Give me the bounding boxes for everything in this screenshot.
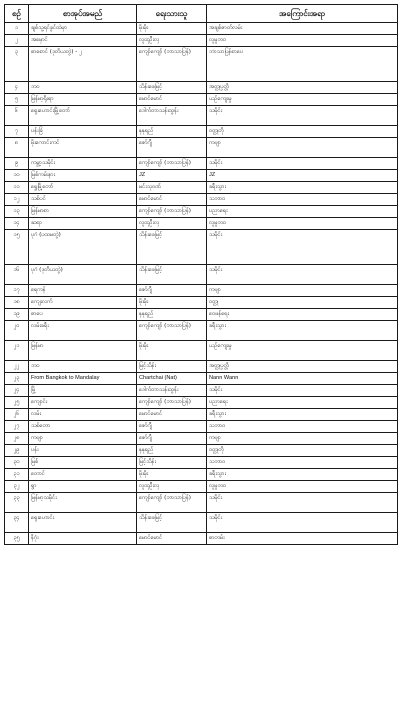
header-description: အကြောင်းအရာ [207,5,398,23]
table-row [5,421,398,433]
book-title: မြစ်ကမ်းနား [29,170,137,182]
book-author: ဒေါက်တာသန်းထွန်း [137,385,207,397]
book-title: ကျေးလက် [29,297,137,309]
table-row [5,309,398,321]
table-row [5,126,398,138]
book-title: စာပေ [29,309,137,321]
table-row [5,23,398,35]
book-title: နိဂုံး [29,533,137,545]
table-row [5,94,398,106]
row-number: ၂၄ [5,385,29,397]
book-title: ရေကန် [29,285,137,297]
table-row [5,230,398,265]
book-description: သဘာဝ [207,457,398,469]
book-title: မြို့ [29,385,137,397]
row-number: ၁၂ [5,194,29,206]
table-row [5,158,398,170]
table-row [5,469,398,481]
table-row [5,457,398,469]
book-author: သိန်းဖေမြင့် [137,513,207,533]
book-author: ကျော်ကျော် (ဘာသာပြန်) [137,397,207,409]
table-row [5,170,398,182]
row-number: ၁၈ [5,297,29,309]
row-number: ၃၁ [5,469,29,481]
book-description: ကဗျာ [207,285,398,297]
book-author: မိုးမိုး [137,23,207,35]
row-number: ၁၇ [5,285,29,297]
book-author: လူထုဦးလှ [137,218,207,230]
book-description: သမိုင်း [207,106,398,126]
book-description: ခရီးသွား [207,321,398,341]
table-row [5,265,398,285]
row-number: ၂၂ [5,361,29,373]
row-number: ၂ [5,35,29,47]
book-author: ဇော်ဂျီ [137,138,207,158]
book-title: အမှောင် [29,35,137,47]
row-number: ၂၀ [5,321,29,341]
row-number: ၂၃ [5,373,29,385]
book-description: ဝတ္ထု [207,297,398,309]
book-author: မြင့်သိန်း [137,457,207,469]
book-description: အတ္ထုပ္ပတ္တိ [207,361,398,373]
book-description: ကဗျာ [207,138,398,158]
book-author: လူထုဦးလှ [137,35,207,47]
table-row [5,218,398,230]
table-row [5,409,398,421]
table-header-row [5,5,398,23]
book-author: နုနုရည် [137,445,207,457]
book-description: ဝေဖန်ရေး [207,309,398,321]
book-title: ပန်း [29,445,137,457]
book-description: JZ [207,170,398,182]
book-author: Chartchai (Nat) [137,373,207,385]
book-description: ခရီးသွား [207,409,398,421]
book-description: ပညာရေး [207,397,398,409]
table-row [5,373,398,385]
book-description: လူမှုဘဝ [207,481,398,493]
book-title: ပုဂံ (ပထမတွဲ) [29,230,137,265]
book-author: မောင်မောင် [137,533,207,545]
row-number: ၄ [5,82,29,94]
book-description: ကဗျာ [207,433,398,445]
row-number: ၁၁ [5,182,29,194]
row-number: ၂၅ [5,397,29,409]
book-title: ကဗျာ [29,433,137,445]
row-number: ၂၁ [5,341,29,361]
table-row [5,106,398,126]
row-number: ၁၄ [5,218,29,230]
table-row [5,182,398,194]
book-title: လမ်းခရီး [29,321,137,341]
book-author: ဇော်ဂျီ [137,285,207,297]
table-row [5,285,398,297]
book-author: ဒေါက်တာသန်းထွန်း [137,106,207,126]
table-row [5,445,398,457]
book-title: မိုးကောင်းကင် [29,138,137,158]
table-row [5,194,398,206]
book-title: ပန်းခြံ [29,126,137,138]
header-title: စာအုပ်အမည် [29,5,137,23]
book-title: From Bangkok to Mandalay [29,373,137,385]
book-author: လူထုဦးလှ [137,481,207,493]
book-description: ယဉ်ကျေးမှု [207,341,398,361]
book-description: သမိုင်း [207,513,398,533]
row-number: ၁၀ [5,170,29,182]
book-author: မောင်မောင် [137,409,207,421]
book-author: မောင်မောင် [137,194,207,206]
book-description: ပညာရေး [207,206,398,218]
table-row [5,361,398,373]
book-title: သစ်ပင် [29,194,137,206]
book-description: လူမှုဘဝ [207,35,398,47]
table-row [5,533,398,545]
book-description: ခရီးသွား [207,469,398,481]
book-author: JZ [137,170,207,182]
row-number: ၁၉ [5,309,29,321]
book-author: ကျော်ကျော် (ဘာသာပြန်) [137,321,207,341]
row-number: ၈ [5,138,29,158]
row-number: ၂၈ [5,433,29,445]
book-author: ကျော်ကျော် (ဘာသာပြန်) [137,493,207,513]
table-row [5,35,398,47]
row-number: ၇ [5,126,29,138]
row-number: ၃၂ [5,481,29,493]
book-author: နုနုရည် [137,126,207,138]
book-description: သမိုင်း [207,265,398,285]
table-row [5,82,398,94]
row-number: ၂၆ [5,409,29,421]
book-list-table [4,4,398,545]
book-description: သမိုင်း [207,230,398,265]
row-number: ၁၅ [5,230,29,265]
book-description: ဝတ္ထုတို [207,445,398,457]
book-author: မိုးမိုး [137,341,207,361]
book-title: ဆရာ [29,218,137,230]
table-row [5,385,398,397]
book-author: သိန်းဖေမြင့် [137,265,207,285]
book-title: ဘ၀ [29,82,137,94]
book-title: ပုဂံ (ဒုတိယတွဲ) [29,265,137,285]
book-description: ဘာသာပြန်စာပေ [207,47,398,82]
book-description: အတ္ထုပ္ပတ္တိ [207,82,398,94]
book-title: ကမ္ဘာ့သမိုင်း [29,158,137,170]
table-row [5,433,398,445]
book-author: မိုးမိုး [137,469,207,481]
row-number: ၃၄ [5,513,29,533]
table-row [5,206,398,218]
book-author: မြင့်သိန်း [137,361,207,373]
book-description: ခရီးသွား [207,182,398,194]
book-description: စာတမ်း [207,533,398,545]
book-description: ဝတ္ထုတို [207,126,398,138]
table-row [5,513,398,533]
book-title: ရွှေမြို့တော် [29,182,137,194]
book-title: ရွာ [29,481,137,493]
book-title: ရှေးဟောင်း [29,513,137,533]
book-title: မြန်မာ [29,341,137,361]
book-author: ကျော်ကျော် (ဘာသာပြန်) [137,47,207,82]
table-row [5,481,398,493]
row-number: ၁၃ [5,206,29,218]
table-row [5,138,398,158]
row-number: ၂၇ [5,421,29,433]
row-number: ၃၀ [5,457,29,469]
document-page [4,4,397,710]
table-row [5,297,398,309]
book-description: သမိုင်း [207,385,398,397]
book-title: မြန်မာ့သမိုင်း [29,493,137,513]
book-description: အချစ်ဇာတ်လမ်း [207,23,398,35]
table-row [5,493,398,513]
table-row [5,47,398,82]
book-author: ဇော်ဂျီ [137,421,207,433]
book-description: Nann Wann [207,373,398,385]
row-number: ၉ [5,158,29,170]
book-description: သမိုင်း [207,158,398,170]
row-number: ၆ [5,106,29,126]
book-author: နုနုရည် [137,309,207,321]
row-number: ၂၉ [5,445,29,457]
book-description: သဘာဝ [207,194,398,206]
table-row [5,397,398,409]
book-description: သမိုင်း [207,493,398,513]
book-title: လမ်း [29,409,137,421]
book-author: ဇော်ဂျီ [137,433,207,445]
book-description: ယဉ်ကျေးမှု [207,94,398,106]
row-number: ၃၃ [5,493,29,513]
book-author: သိန်းဖေမြင့် [137,230,207,265]
row-number: ၃၅ [5,533,29,545]
row-number: ၁၆ [5,265,29,285]
book-title: မြန်မာစာ [29,206,137,218]
book-title: တောင် [29,469,137,481]
book-description: သဘာဝ [207,421,398,433]
book-title: မြစ် [29,457,137,469]
row-number: ၁ [5,23,29,35]
book-title: သစ်တော [29,421,137,433]
book-author: မိုးမိုး [137,297,207,309]
book-author: ကျော်ကျော် (ဘာသာပြန်) [137,206,207,218]
header-number: စဉ် [5,5,29,23]
book-description: လူမှုဘဝ [207,218,398,230]
book-title: ကျောင်း [29,397,137,409]
header-author: ရေးသားသူ [137,5,207,23]
book-author: ကျော်ကျော် (ဘာသာပြန်) [137,158,207,170]
row-number: ၅ [5,94,29,106]
table-row [5,321,398,341]
book-title: ချစ်သူ့ရင်ခွင်ထဲမှာ [29,23,137,35]
book-author: မောင်မောင် [137,94,207,106]
row-number: ၃ [5,47,29,82]
book-title: စာစောင် (ဒုတိယတွဲ) - ၂ [29,47,137,82]
book-title: ဘဝ [29,361,137,373]
table-row [5,341,398,361]
book-author: မင်းသုဝဏ် [137,182,207,194]
book-title: မြန်မာ့ရိုးရာ [29,94,137,106]
book-author: သိန်းဖေမြင့် [137,82,207,94]
book-title: ရှေးဟောင်းမြို့တော် [29,106,137,126]
